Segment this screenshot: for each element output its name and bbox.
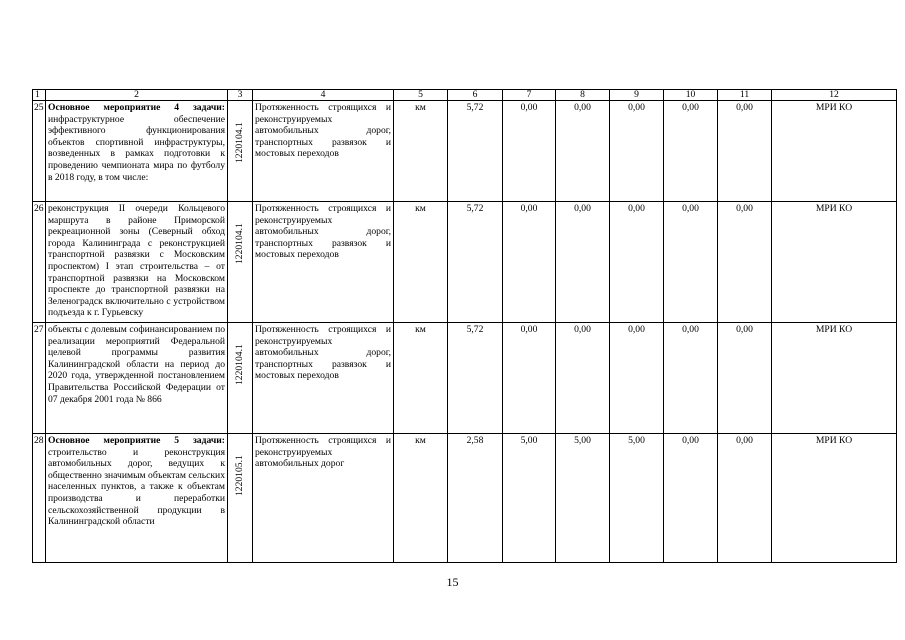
activity-text: инфраструктурное обеспечение эффективного функционирования объектов спортивной инфраструктуры, возведенных в рамках подготовки к проведению чемпионата мира по футболу в 2018 году, в том числе: (48, 113, 225, 183)
value-col8: 0,00 (556, 101, 610, 202)
value-col8: 0,00 (556, 202, 610, 323)
value-col10: 0,00 (664, 434, 718, 563)
table-row (33, 101, 897, 202)
value-col7: 0,00 (503, 101, 556, 202)
row-number: 25 (33, 101, 46, 202)
value-col11: 0,00 (718, 434, 772, 563)
header-cell: 12 (772, 90, 897, 101)
activity-description (46, 101, 228, 202)
responsible: МРИ КО (772, 101, 897, 202)
code-cell (228, 101, 253, 202)
value-col6: 5,72 (448, 323, 503, 434)
activity-text: объекты с долевым софинансированием по реализации мероприятий Федеральной целевой программы развития Калининградской области на период до 2020 года, утвержденной постановлением Правительства Российской Федерации от 07 декабря 2001 года № 866 (48, 324, 225, 405)
table-row (33, 323, 897, 434)
header-cell: 11 (718, 90, 772, 101)
activity-title: Основное мероприятие 5 задачи: (48, 435, 225, 446)
unit: км (394, 434, 448, 563)
value-col10: 0,00 (664, 202, 718, 323)
page-number: 15 (446, 575, 459, 589)
program-table (32, 89, 897, 563)
row-number: 28 (33, 434, 46, 563)
unit: км (394, 202, 448, 323)
unit: км (394, 323, 448, 434)
activity-title: Основное мероприятие 4 задачи: (48, 102, 225, 113)
activity-description (46, 434, 228, 563)
code-cell (228, 202, 253, 323)
budget-code: 1220104.1 (234, 344, 245, 385)
value-col9: 0,00 (610, 323, 664, 434)
header-cell: 4 (253, 90, 394, 101)
activity-description (46, 202, 228, 323)
value-col9: 5,00 (610, 434, 664, 563)
budget-code: 1220104.1 (234, 223, 245, 264)
activity-text: строительство и реконструкция автомобильных дорог, ведущих к общественно значимым объектам сельских населенных пунктов, а также к объектам производства и переработки сельскохозяйственной продукции в Калининградской области (48, 446, 225, 528)
code-cell (228, 434, 253, 563)
indicator: Протяженность строящихся и реконструируемых автомобильных дорог, транспортных развязок и мостовых переходов (253, 101, 394, 202)
indicator: Протяженность строящихся и реконструируемых автомобильных дорог, транспортных развязок и мостовых переходов (253, 323, 394, 434)
header-cell: 7 (503, 90, 556, 101)
table-row (33, 202, 897, 323)
value-col6: 5,72 (448, 101, 503, 202)
value-col10: 0,00 (664, 323, 718, 434)
unit: км (394, 101, 448, 202)
value-col6: 2,58 (448, 434, 503, 563)
indicator: Протяженность строящихся и реконструируемых автомобильных дорог, транспортных развязок и мостовых переходов (253, 202, 394, 323)
value-col7: 0,00 (503, 202, 556, 323)
value-col7: 0,00 (503, 323, 556, 434)
header-cell: 3 (228, 90, 253, 101)
indicator: Протяженность строящихся и реконструируемых автомобильных дорог (253, 434, 394, 563)
table-row (33, 434, 897, 563)
value-col8: 0,00 (556, 323, 610, 434)
header-cell: 9 (610, 90, 664, 101)
value-col7: 5,00 (503, 434, 556, 563)
header-cell: 10 (664, 90, 718, 101)
value-col10: 0,00 (664, 101, 718, 202)
value-col9: 0,00 (610, 202, 664, 323)
responsible: МРИ КО (772, 434, 897, 563)
budget-code: 1220105.1 (234, 455, 245, 496)
value-col11: 0,00 (718, 101, 772, 202)
header-cell: 5 (394, 90, 448, 101)
header-cell: 2 (46, 90, 228, 101)
row-number: 26 (33, 202, 46, 323)
value-col9: 0,00 (610, 101, 664, 202)
header-cell: 8 (556, 90, 610, 101)
code-cell (228, 323, 253, 434)
header-cell: 6 (448, 90, 503, 101)
activity-description (46, 323, 228, 434)
value-col8: 5,00 (556, 434, 610, 563)
value-col11: 0,00 (718, 323, 772, 434)
header-cell: 1 (33, 90, 46, 101)
responsible: МРИ КО (772, 202, 897, 323)
responsible: МРИ КО (772, 323, 897, 434)
activity-text: реконструкция II очереди Кольцевого маршрута в районе Приморской рекреационной зоны (Северный обход города Калининграда с реконструкцией транспортной развязки с Московским проспектом) I этап строительства – от транспортной развязки на Московском проспекте до транспортной развязки на Зеленоградск включительно с устройством подъезда к г. Гурьевску (48, 203, 225, 319)
budget-code: 1220104.1 (234, 122, 245, 163)
value-col6: 5,72 (448, 202, 503, 323)
value-col11: 0,00 (718, 202, 772, 323)
header-row (33, 90, 897, 101)
row-number: 27 (33, 323, 46, 434)
